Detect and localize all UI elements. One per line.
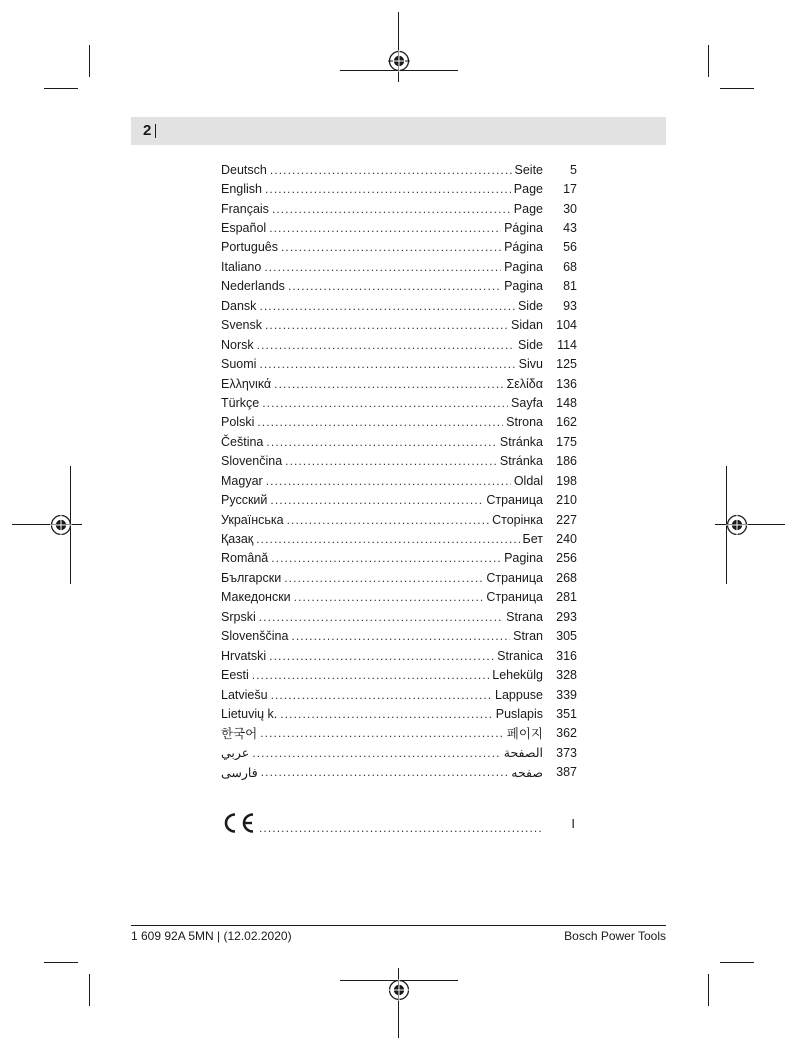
toc-page-word: Strana	[506, 609, 543, 624]
toc-language: Eesti	[221, 668, 249, 683]
toc-page-number: 293	[556, 609, 577, 624]
toc-row[interactable]	[221, 160, 577, 179]
crop-mark	[44, 962, 78, 963]
toc-row[interactable]	[221, 393, 577, 412]
toc-language: Suomi	[221, 357, 257, 372]
toc-leader-dots	[265, 182, 511, 196]
toc-page-number: 316	[556, 648, 577, 663]
toc-page-word: Stran	[513, 629, 543, 644]
ce-mark-icon	[221, 811, 255, 835]
toc-row[interactable]	[221, 238, 577, 257]
toc-row[interactable]	[221, 724, 577, 743]
toc-language: Deutsch	[221, 162, 267, 177]
toc-leader-dots	[256, 532, 519, 546]
toc-row[interactable]	[221, 374, 577, 393]
toc-row[interactable]	[221, 588, 577, 607]
toc-page-number: 373	[556, 745, 577, 760]
toc-row[interactable]	[221, 490, 577, 509]
toc-row[interactable]	[221, 704, 577, 723]
toc-leader-dots	[252, 746, 501, 760]
toc-language: Čeština	[221, 434, 264, 449]
crop-mark	[89, 974, 90, 1006]
toc-page-word: Pagina	[504, 259, 543, 274]
toc-row[interactable]	[221, 354, 577, 373]
toc-language: Български	[221, 570, 282, 585]
toc-row[interactable]	[221, 335, 577, 354]
toc-page-word: Sayfa	[511, 395, 543, 410]
toc-leader-dots	[257, 338, 515, 352]
crop-mark	[89, 45, 90, 77]
toc-page-number: 68	[563, 259, 577, 274]
toc-leader-dots	[264, 260, 501, 274]
ce-row	[221, 808, 577, 838]
toc-language: Svensk	[221, 318, 262, 333]
toc-language: عربي	[221, 746, 250, 761]
toc-page-word: Side	[517, 298, 543, 313]
toc-page-number: 56	[563, 240, 577, 255]
toc-row[interactable]	[221, 452, 577, 471]
toc-page-number: 136	[556, 376, 577, 391]
toc-page-number: 240	[556, 532, 577, 547]
toc-page-word: Pagina	[504, 551, 543, 566]
toc-language: Türkçe	[221, 395, 260, 410]
toc-row[interactable]	[221, 199, 577, 218]
toc-language: English	[221, 182, 262, 197]
toc-page-number: 268	[556, 570, 577, 585]
toc-language: فارسی	[221, 765, 258, 780]
toc-page-number: 198	[556, 473, 577, 488]
crop-mark	[708, 45, 709, 77]
crop-mark	[720, 962, 754, 963]
toc-row[interactable]	[221, 685, 577, 704]
toc-language: Português	[221, 240, 278, 255]
toc-row[interactable]	[221, 763, 577, 782]
toc-leader-dots	[259, 299, 515, 313]
toc-language: Қазақ	[221, 532, 254, 547]
toc-language: Latviešu	[221, 687, 268, 702]
toc-page-word: Lehekülg	[492, 668, 543, 683]
toc-page-number: 162	[556, 415, 577, 430]
toc-leader-dots	[260, 726, 504, 740]
page-number: 2	[143, 122, 152, 139]
toc-language: Ελληνικά	[221, 376, 272, 391]
toc-page-number: 43	[563, 221, 577, 236]
toc-page-number: 81	[563, 279, 577, 294]
toc-page-number: 351	[556, 706, 577, 721]
toc-leader-dots	[269, 649, 494, 663]
header-divider	[155, 124, 156, 138]
registration-mark-icon	[388, 979, 410, 1001]
toc-page-word: Page	[513, 201, 543, 216]
toc-page-word: Страница	[486, 570, 543, 585]
toc-language: Lietuvių k.	[221, 706, 278, 721]
toc-language: Українська	[221, 512, 284, 527]
toc-row[interactable]	[221, 413, 577, 432]
toc-row[interactable]	[221, 179, 577, 198]
toc-row[interactable]	[221, 549, 577, 568]
toc-page-word: Stranica	[497, 648, 543, 663]
toc-leader-dots	[270, 163, 512, 177]
toc-page-number: 256	[556, 551, 577, 566]
toc-page-word: صفحه	[511, 765, 543, 780]
toc-leader-dots	[274, 377, 503, 391]
registration-mark-icon	[726, 514, 748, 536]
toc-leader-dots	[272, 202, 511, 216]
toc-page-word: Σελίδα	[506, 376, 543, 391]
toc-leader-dots	[285, 454, 497, 468]
toc-leader-dots	[269, 221, 501, 235]
toc-page-number: 305	[556, 629, 577, 644]
crop-mark	[708, 974, 709, 1006]
document-id: 1 609 92A 5MN | (12.02.2020)	[131, 929, 292, 943]
toc-leader-dots	[271, 688, 492, 702]
toc-page-word: Puslapis	[495, 706, 543, 721]
toc-page-word: 페이지	[506, 727, 543, 742]
registration-mark-icon	[50, 514, 72, 536]
toc-page-number: 362	[556, 726, 577, 741]
toc-page-word: Страница	[486, 590, 543, 605]
toc-page-word: Sivu	[518, 357, 543, 372]
toc-page-number: 210	[556, 493, 577, 508]
crop-mark	[720, 88, 754, 89]
toc-page-word: الصفحة	[503, 746, 543, 761]
toc-leader-dots	[266, 435, 497, 449]
toc-language: Srpski	[221, 609, 256, 624]
toc-language: Slovenščina	[221, 629, 289, 644]
toc-page-number: 93	[563, 298, 577, 313]
toc-row[interactable]	[221, 646, 577, 665]
toc-leader-dots	[284, 571, 483, 585]
toc-page-word: Stránka	[499, 434, 543, 449]
toc-row[interactable]	[221, 665, 577, 684]
toc-page-number: 175	[556, 434, 577, 449]
toc-page-number: 114	[557, 337, 577, 352]
toc-language: Македонски	[221, 590, 291, 605]
toc-leader-dots	[288, 279, 501, 293]
toc-page-word: Страница	[486, 493, 543, 508]
toc-page-number: 125	[556, 357, 577, 372]
toc-page-number: 186	[556, 454, 577, 469]
toc-page-word: Side	[517, 337, 543, 352]
toc-language: Italiano	[221, 259, 262, 274]
toc-leader-dots	[294, 590, 484, 604]
toc-leader-dots	[280, 707, 492, 721]
table-of-contents	[221, 160, 577, 782]
toc-leader-dots	[271, 551, 501, 565]
toc-language: Français	[221, 201, 269, 216]
toc-page-word: Lappuse	[495, 687, 543, 702]
toc-language: Русский	[221, 493, 268, 508]
toc-row[interactable]	[221, 529, 577, 548]
toc-leader-dots	[265, 318, 508, 332]
registration-mark-icon	[388, 50, 410, 72]
toc-page-number: 5	[570, 162, 577, 177]
toc-leader-dots	[266, 474, 511, 488]
toc-page-word: Stránka	[499, 454, 543, 469]
toc-row[interactable]	[221, 218, 577, 237]
toc-page-number: 328	[556, 668, 577, 683]
brand-name: Bosch Power Tools	[564, 929, 666, 943]
toc-page-word: Página	[504, 240, 543, 255]
toc-row[interactable]	[221, 568, 577, 587]
toc-leader-dots	[257, 415, 503, 429]
toc-language: Hrvatski	[221, 648, 267, 663]
toc-language: Polski	[221, 415, 255, 430]
toc-page-number: 17	[563, 182, 577, 197]
toc-language: Română	[221, 551, 269, 566]
toc-page-word: Strona	[506, 415, 543, 430]
toc-page-number: 387	[556, 765, 577, 780]
toc-page-word: Бет	[522, 532, 543, 547]
toc-page-word: Sidan	[511, 318, 543, 333]
toc-page-number: 281	[556, 590, 577, 605]
toc-page-number: 30	[563, 201, 577, 216]
toc-row[interactable]	[221, 432, 577, 451]
toc-leader-dots	[270, 493, 483, 507]
page-header	[131, 117, 666, 145]
toc-language: Español	[221, 221, 267, 236]
toc-page-number: 104	[556, 318, 577, 333]
toc-row[interactable]	[221, 743, 577, 762]
toc-row[interactable]	[221, 510, 577, 529]
toc-leader-dots	[287, 513, 490, 527]
toc-page-number: 148	[556, 395, 577, 410]
toc-page-word: Oldal	[513, 473, 543, 488]
toc-language: Slovenčina	[221, 454, 283, 469]
toc-leader-dots	[259, 610, 503, 624]
toc-language: 한국어	[221, 727, 258, 742]
toc-page-word: Сторінка	[492, 512, 543, 527]
toc-leader-dots	[259, 357, 515, 371]
toc-page-number: 339	[556, 687, 577, 702]
toc-language: Norsk	[221, 337, 254, 352]
toc-leader-dots	[281, 240, 501, 254]
toc-row[interactable]	[221, 316, 577, 335]
toc-leader-dots	[291, 629, 510, 643]
toc-language: Magyar	[221, 473, 263, 488]
toc-row[interactable]	[221, 296, 577, 315]
ce-leader-dots	[259, 811, 541, 835]
toc-page-word: Seite	[514, 162, 543, 177]
toc-language: Dansk	[221, 298, 257, 313]
toc-leader-dots	[252, 668, 489, 682]
footer-rule	[131, 925, 666, 926]
ce-page-number: I	[571, 815, 575, 831]
toc-row[interactable]	[221, 607, 577, 626]
toc-page-word: Página	[504, 221, 543, 236]
toc-language: Nederlands	[221, 279, 285, 294]
crop-mark	[44, 88, 78, 89]
toc-row[interactable]	[221, 257, 577, 276]
toc-page-word: Page	[513, 182, 543, 197]
toc-row[interactable]	[221, 277, 577, 296]
toc-leader-dots	[261, 765, 509, 779]
toc-row[interactable]	[221, 627, 577, 646]
toc-page-number: 227	[556, 512, 577, 527]
toc-leader-dots	[262, 396, 508, 410]
toc-page-word: Pagina	[504, 279, 543, 294]
toc-row[interactable]	[221, 471, 577, 490]
